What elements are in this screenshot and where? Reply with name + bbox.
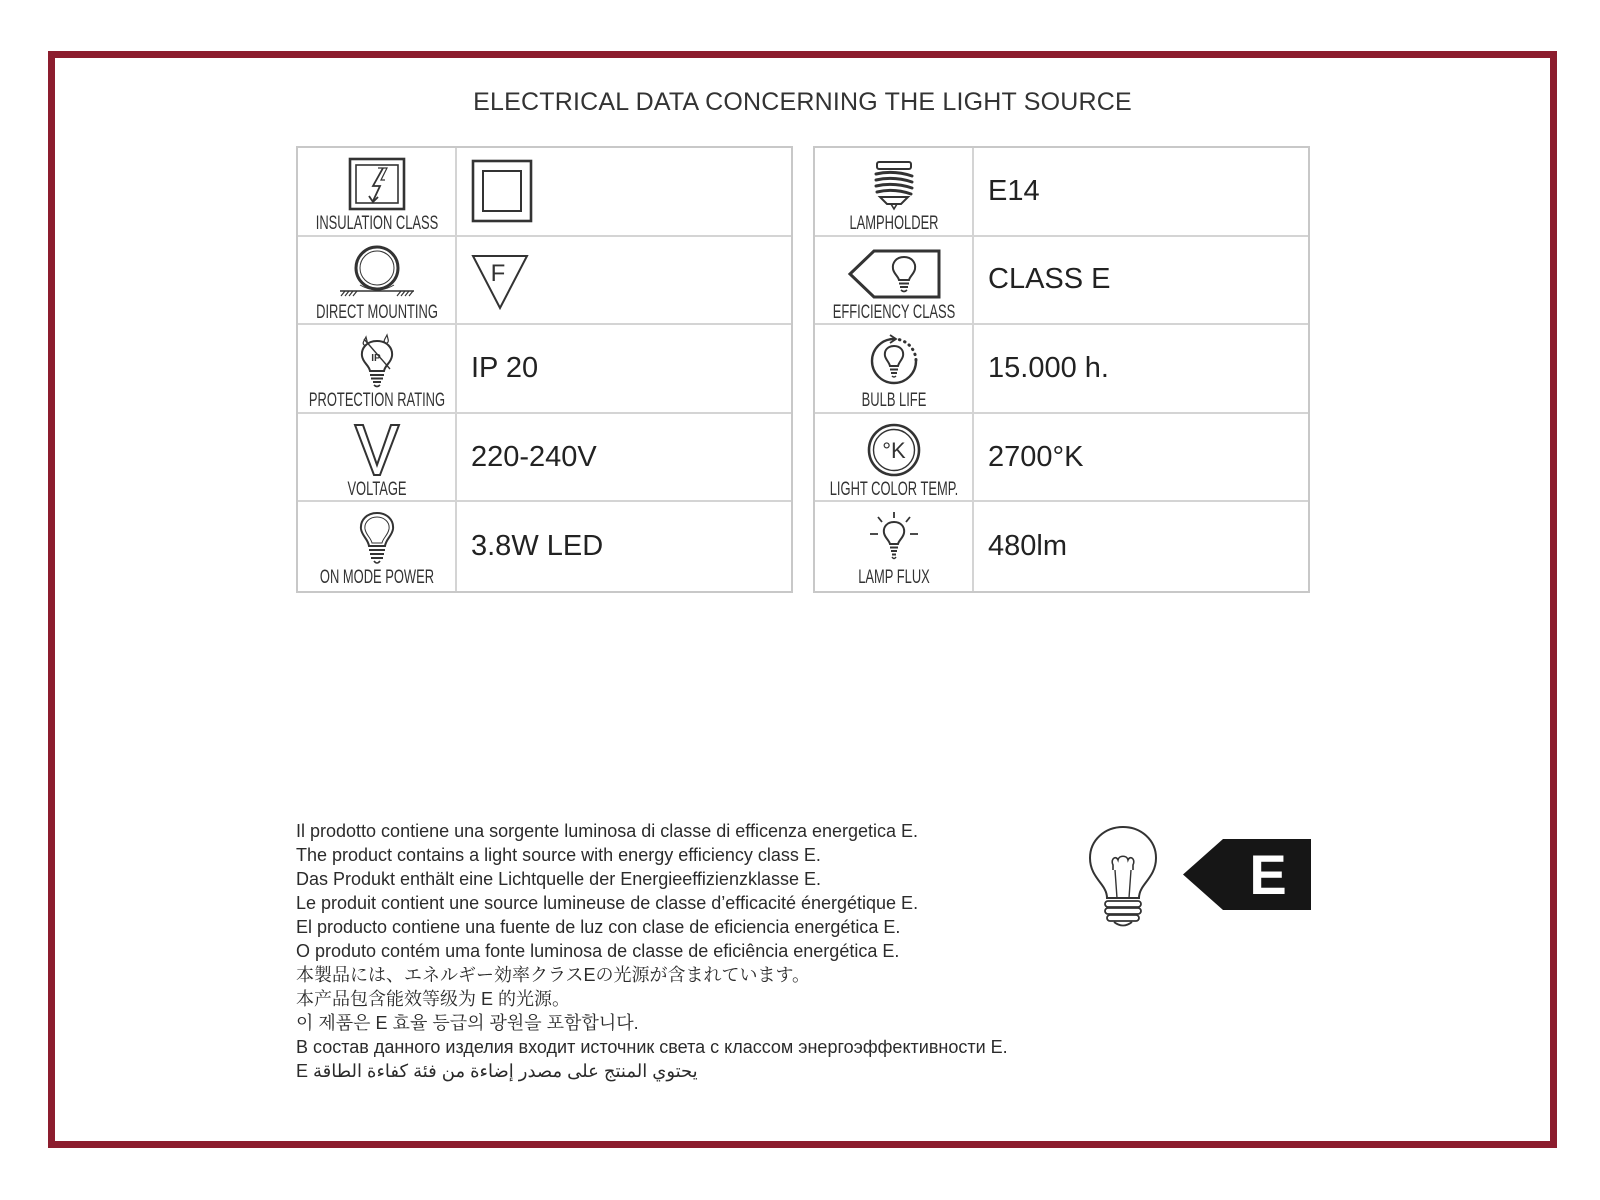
- lampholder-label-text: LAMPHOLDER: [848, 213, 939, 234]
- bulb-life-icon: [867, 333, 921, 387]
- notice-line-en: The product contains a light source with energy efficiency class E.: [296, 845, 821, 865]
- notice-line-de: Das Produkt enthält eine Lichtquelle der Energieeffizienzklasse E.: [296, 869, 821, 889]
- electrical-data-table-left: [296, 146, 793, 593]
- on-mode-power-value: 3.8W LED: [471, 530, 604, 563]
- insulation-class-value: [457, 148, 791, 237]
- bulb-life-label: [815, 391, 972, 411]
- efficiency-class-label-text: EFFICIENCY CLASS: [832, 301, 955, 323]
- page-title: ELECTRICAL DATA CONCERNING THE LIGHT SOURCE: [473, 88, 1132, 116]
- light-color-temp-cell: [815, 414, 974, 503]
- protection-rating-icon-text: IP: [370, 353, 381, 365]
- bulb-life-cell: [815, 325, 974, 414]
- bulb-life-value: 15.000 h.: [974, 325, 1308, 414]
- energy-class-notice: [296, 819, 1008, 1083]
- lamp-flux-icon: [865, 510, 923, 566]
- energy-bulb-icon: [1086, 824, 1160, 930]
- voltage-value: 220-240V: [457, 414, 791, 503]
- energy-class-letter: E: [1249, 843, 1287, 906]
- direct-mounting-cell: [298, 237, 457, 326]
- f-triangle-icon: [471, 252, 529, 310]
- notice-line-ko: 이 제품은 E 효율 등급의 광원을 포함합니다.: [296, 1013, 639, 1033]
- voltage-label-text: VOLTAGE: [346, 478, 407, 500]
- lampholder-cell: [815, 148, 974, 237]
- light-color-temp-label-text: LIGHT COLOR TEMP.: [829, 478, 958, 500]
- voltage-cell: [298, 414, 457, 503]
- notice-line-ja: 本製品には、エネルギー効率クラスEの光源が含まれています。: [296, 965, 811, 985]
- on-mode-power-cell: [298, 502, 457, 591]
- direct-mounting-value: [457, 237, 791, 326]
- on-mode-power-label: [298, 568, 455, 588]
- protection-rating-value: IP 20: [457, 325, 791, 414]
- f-triangle-letter: F: [490, 259, 506, 287]
- light-color-temp-label: [815, 480, 972, 500]
- insulation-class-label: [298, 214, 455, 234]
- direct-mounting-icon: [334, 245, 420, 299]
- lampholder-value: E14: [974, 148, 1308, 237]
- light-color-temp-icon-text: °K: [881, 437, 906, 463]
- notice-line-ar-row: [296, 1059, 1008, 1083]
- notice-line-it: Il prodotto contiene una sorgente luminosa di classe di efficenza energetica E.: [296, 821, 919, 841]
- voltage-icon: [352, 422, 402, 478]
- efficiency-class-icon: [846, 248, 942, 300]
- energy-class-arrow-icon: [1183, 839, 1311, 910]
- bulb-life-label-text: BULB LIFE: [861, 390, 926, 412]
- insulation-class-label-text: INSULATION CLASS: [315, 213, 438, 234]
- notice-line-pt: O produto contém uma fonte luminosa de classe de eficiência energética E.: [296, 941, 900, 961]
- efficiency-class-cell: [815, 237, 974, 326]
- class-ii-double-square-icon: [471, 159, 533, 223]
- protection-rating-label-text: PROTECTION RATING: [308, 390, 445, 412]
- electrical-data-table-right: [813, 146, 1310, 593]
- lampholder-label: [815, 214, 972, 234]
- protection-rating-icon: [352, 333, 402, 389]
- on-mode-power-label-text: ON MODE POWER: [319, 567, 434, 589]
- lamp-flux-cell: [815, 502, 974, 591]
- light-color-temp-value: 2700°K: [974, 414, 1308, 503]
- direct-mounting-label: [298, 303, 455, 323]
- lamp-flux-label: [815, 568, 972, 588]
- notice-line-fr: Le produit contient une source lumineuse de classe d’efficacité énergétique E.: [296, 893, 919, 913]
- on-mode-power-icon: [355, 510, 399, 566]
- notice-line-es: El producto contiene una fuente de luz con clase de eficiencia energética E.: [296, 917, 901, 937]
- voltage-label: [298, 480, 455, 500]
- lamp-flux-label-text: LAMP FLUX: [857, 567, 930, 589]
- protection-rating-label: [298, 391, 455, 411]
- insulation-class-cell: [298, 148, 457, 237]
- lampholder-icon: [868, 160, 920, 212]
- protection-rating-cell: [298, 325, 457, 414]
- lamp-flux-value: 480lm: [988, 530, 1067, 563]
- efficiency-class-value: CLASS E: [974, 237, 1308, 326]
- light-color-temp-icon: [866, 422, 922, 478]
- notice-line-ar: يحتوي المنتج على مصدر إضاءة من فئة كفاءة الطاقة E: [296, 1061, 698, 1081]
- notice-line-ru: В состав данного изделия входит источник света с классом энергоэффективности E.: [296, 1037, 1008, 1057]
- direct-mounting-label-text: DIRECT MOUNTING: [315, 301, 438, 323]
- efficiency-class-label: [815, 303, 972, 323]
- insulation-class-icon: [346, 156, 408, 212]
- notice-line-zh: 本产品包含能效等级为 E 的光源。: [296, 989, 571, 1009]
